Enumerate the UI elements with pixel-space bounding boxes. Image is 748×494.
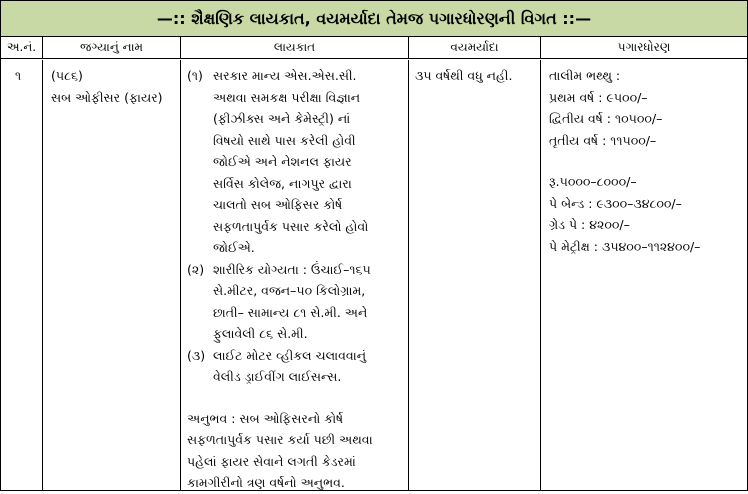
qualification-number: (૩): [187, 347, 206, 363]
qualification-line: છાતી– સામાન્ય ૮૧ સે.મી. અને: [213, 304, 368, 320]
post-name: સબ ઓફીસર (ફાયર): [51, 89, 163, 105]
table-title: —:: શૈક્ષણિક લાયકાત, વયમર્યાદા તેમજ પગારધોરણની વિગત ::—: [1, 1, 747, 37]
qualification-item: [187, 345, 401, 388]
pay-scale-line: ગ્રેડ પે : ૪૨૦૦/–: [549, 217, 630, 232]
pay-scale-line: પે મેટ્રીક્ષ : ૩૫૪૦૦–૧૧૨૪૦૦/–: [549, 238, 701, 254]
age-limit: ૩૫ વર્ષથી વધુ નહી.: [415, 68, 513, 83]
pay-scale-line: પે બેન્ડ : ૯૩૦૦–૩૪૮૦૦/–: [549, 195, 682, 211]
qualification-cell: [187, 65, 401, 494]
qualification-line: સર્વિસ કોલેજ, નાગપુર દ્વારા: [213, 175, 352, 191]
experience-text: [187, 408, 401, 494]
qualification-line: અથવા સમકક્ષ પરીક્ષા વિજ્ઞાન: [213, 89, 361, 105]
pay-scale-line: રૂ.૫૦૦૦–૮૦૦૦/–: [549, 174, 637, 189]
experience-line: કામગીરીનો ત્રણ વર્ષનો અનુભવ.: [187, 475, 345, 490]
stipend-line: દ્વિતીય વર્ષ : ૧૦૫૦૦/–: [549, 111, 663, 126]
column-divider: [43, 60, 181, 490]
experience-line: પહેલાં ફાયર સેવાને લગતી કેડરમાં: [187, 453, 356, 469]
column-divider: [1, 60, 43, 490]
qualification-line: લાઈટ મોટર વ્હીકલ ચલાવવાનું: [213, 347, 367, 363]
qualification-line: સે.મીટર, વજન–૫૦ કિલોગ્રામ,: [213, 283, 366, 298]
qualification-item: [187, 65, 401, 259]
header-age-limit: વયમર્યાદા: [409, 37, 541, 59]
post-cell: [51, 65, 177, 108]
qualification-line: શારીરિક યોગ્યતા : ઉંચાઈ–૧૬૫: [213, 261, 371, 277]
header-sr-no: અ.નં.: [1, 37, 43, 59]
qualification-line: જોઈએ.: [213, 240, 255, 255]
stipend-label: તાલીમ ભથ્થુ :: [549, 68, 621, 83]
post-code: (૫૮૬): [51, 68, 83, 83]
header-pay-scale: પગારધોરણ: [541, 37, 747, 59]
qualification-line: વેલીડ ડ્રાઈવીંગ લાઈસન્સ.: [213, 369, 342, 384]
stipend-line: તૃતીય વર્ષ : ૧૧૫૦૦/–: [549, 132, 657, 148]
header-qualification: લાયકાત: [181, 37, 409, 59]
qualification-line: વિષયો સાથે પાસ કરેલી હોવી: [213, 132, 356, 148]
qualification-line: ફુલાવેલી ૮૬ સે.મી.: [213, 326, 308, 341]
experience-line: અનુભવ : સબ ઓફિસરનો કોર્ષ: [187, 410, 344, 426]
pay-cell: [549, 65, 743, 257]
header-post-name: જગ્યાનું નામ: [43, 37, 181, 59]
qualification-line: (ફીઝીક્સ અને કેમેસ્ટ્રી) નાં: [213, 111, 351, 126]
qualification-line: ચાલતો સબ ઓફિસર કોર્ષ: [213, 197, 343, 212]
qualification-number: (૨): [187, 261, 205, 277]
experience-line: સફળતાપુર્વક પસાર કર્યા પછી અથવા: [187, 432, 373, 447]
sr-no: ૧: [15, 68, 22, 83]
qualification-line: સરકાર માન્ય એસ.એસ.સી.: [213, 68, 357, 83]
stipend-line: પ્રથમ વર્ષ : ૯૫૦૦/–: [549, 89, 648, 105]
column-divider: [409, 60, 541, 490]
qualification-item: [187, 259, 401, 345]
qualification-line: સફળતાપુર્વક પસાર કરેલો હોવો: [213, 218, 369, 234]
qualification-number: (૧): [187, 68, 203, 83]
qualification-line: જોઈએ અને નેશનલ ફાયર: [213, 154, 352, 169]
